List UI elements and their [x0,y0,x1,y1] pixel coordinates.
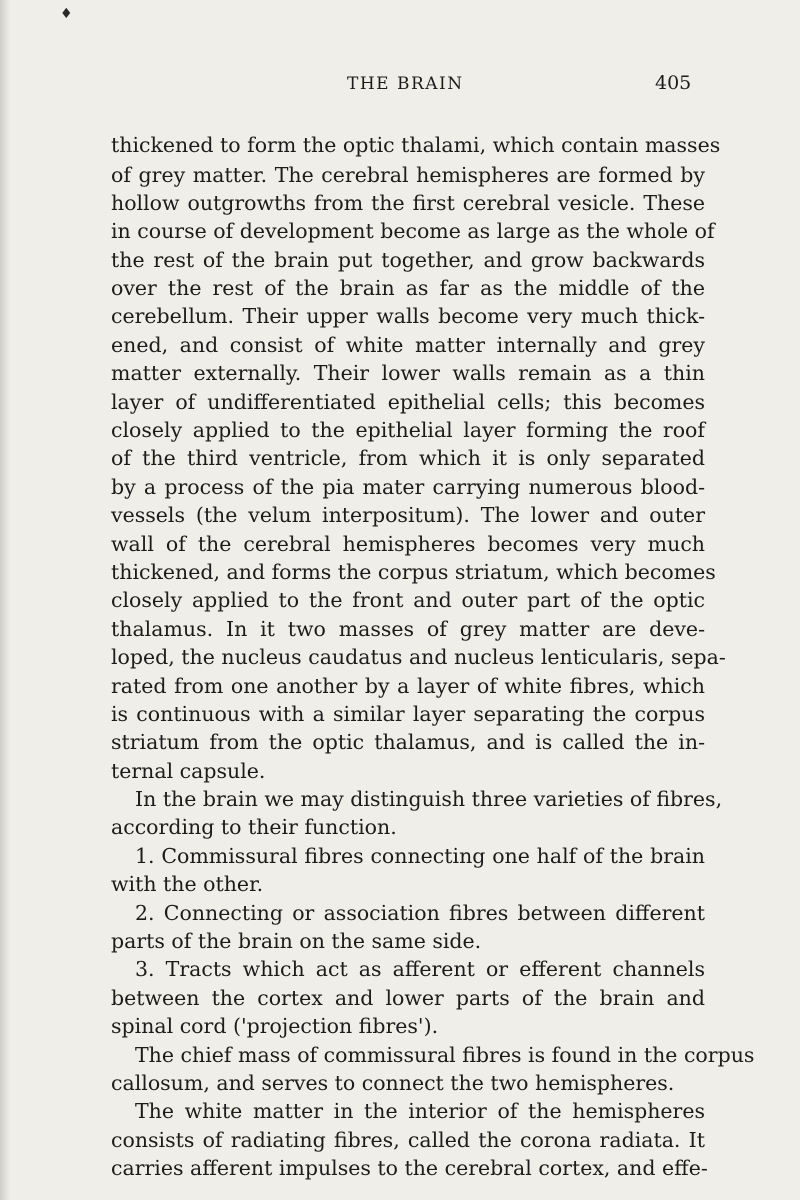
text-line: between the cortex and lower parts of the brain and [111,985,705,1010]
text-line: loped, the nucleus caudatus and nucleus lenticularis, sepa- [111,645,726,670]
text-line: spinal cord ('projection fibres'). [111,1014,439,1039]
text-line: by a process of the pia mater carrying numerous blood- [111,474,705,499]
text-line: ternal capsule. [111,758,266,783]
text-line: with the other. [111,872,264,897]
text-line: 2. Connecting or association fibres between different [135,900,705,925]
text-line: closely applied to the epithelial layer forming the roof [111,418,705,443]
text-line: The white matter in the interior of the hemispheres [135,1099,705,1124]
text-line: layer of undifferentiated epithelial cells; this becomes [111,389,705,414]
text-line: striatum from the optic thalamus, and is called the in- [111,730,705,755]
text-line: of the third ventricle, from which it is only separated [111,446,705,471]
body-text [111,131,755,1183]
text-line: in course of development become as large as the whole of [111,219,715,244]
running-head: THE BRAIN [347,74,464,94]
text-line: 3. Tracts which act as afferent or efferent channels [135,957,705,982]
page-number: 405 [655,72,692,94]
text-line: thickened, and forms the corpus striatum, which becomes [111,559,716,584]
corner-mark: ♦ [60,6,73,22]
text-line: the rest of the brain put together, and grow backwards [111,247,705,272]
text-line: closely applied to the front and outer part of the optic [111,588,705,613]
text-line: over the rest of the brain as far as the middle of the [111,276,705,301]
text-line: cerebellum. Their upper walls become very much thick- [111,304,705,329]
text-line: rated from one another by a layer of white fibres, which [111,673,705,698]
text-line: of grey matter. The cerebral hemispheres are formed by [111,162,705,187]
text-line: carries afferent impulses to the cerebral cortex, and effe- [111,1156,708,1181]
text-line: 1. Commissural fibres connecting one half of the brain [135,843,705,868]
text-line: vessels (the velum interpositum). The lower and outer [111,503,705,528]
text-line: callosum, and serves to connect the two hemispheres. [111,1071,675,1095]
text-line: hollow outgrowths from the first cerebral vesicle. These [111,190,705,215]
text-line: wall of the cerebral hemispheres becomes very much [111,531,705,556]
text-line: thickened to form the optic thalami, which contain masses [111,133,721,157]
text-line: consists of radiating fibres, called the corona radiata. It [111,1127,705,1152]
text-line: In the brain we may distinguish three varieties of fibres, [135,787,723,812]
text-line: according to their function. [111,815,397,840]
text-line: is continuous with a similar layer separating the corpus [111,701,705,726]
text-line: matter externally. Their lower walls remain as a thin [111,361,705,386]
text-line: thalamus. In it two masses of grey matter are deve- [111,616,705,641]
text-line: parts of the brain on the same side. [111,929,482,954]
text-line: The chief mass of commissural fibres is found in the corpus [135,1042,755,1067]
page-gutter-shadow [0,0,10,1200]
text-line: ened, and consist of white matter internally and grey [111,332,705,357]
